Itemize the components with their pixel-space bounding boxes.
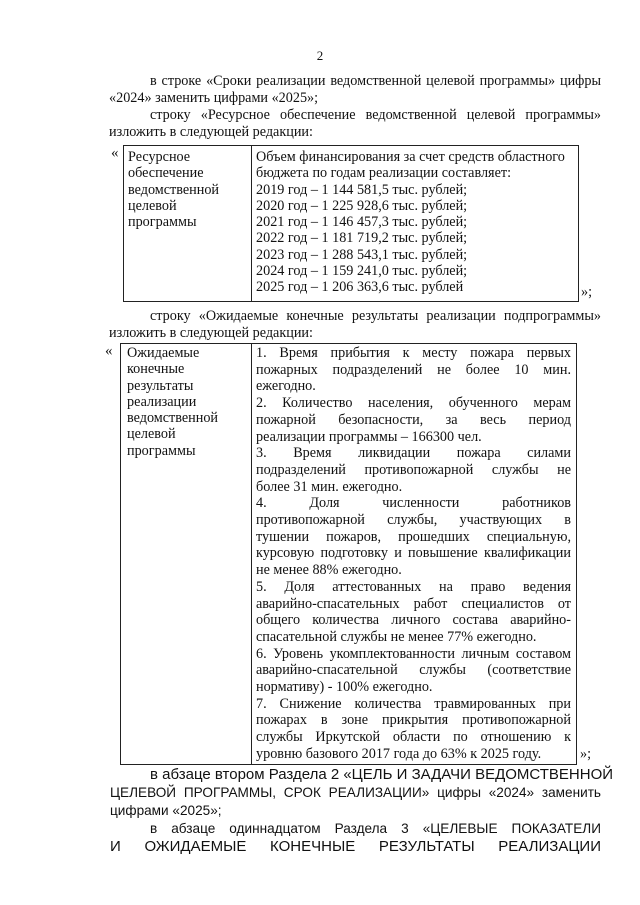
resource-table-label [128,149,219,230]
content-line: не менее 88% ежегодно. [256,562,402,579]
content-line: 2019 год – 1 144 581,5 тыс. рублей; [256,181,468,198]
label-line: результаты [127,377,194,394]
content-line: 4. Доля численности работников [256,495,571,512]
content-line: пожарных подразделений не более 10 мин. [256,361,571,378]
content-line: подразделений противопожарной службы не [256,461,571,478]
middle-line-2: изложить в следующей редакции: [109,325,313,341]
outro-line-3: цифрами «2025»; [110,803,222,818]
content-line: нормативу) - 100% ежегодно. [256,679,433,696]
content-line: пожарной безопасности, за весь период [256,411,571,428]
middle-line-1: строку «Ожидаемые конечные результаты реализации подпрограммы» [150,308,601,324]
content-line: ежегодно. [256,378,316,395]
label-line: конечные [127,361,185,378]
resource-table-content [256,149,565,296]
label-line: Ожидаемые [127,345,200,361]
content-line: аварийно-спасательной службы (соответствие [256,662,571,679]
label-line: программы [128,214,197,231]
intro-line-4: изложить в следующей редакции: [109,124,313,140]
content-line: тушении пожаров, прошедших специальную, [256,528,571,545]
label-line: ведомственной [128,181,220,198]
content-line: курсовую подготовку и повышение квалификации [256,545,571,562]
content-line: Объем финансирования за счет средств областного [256,149,565,165]
content-line: 2023 год – 1 288 543,1 тыс. рублей; [256,246,468,263]
outro-line-4: в абзаце одиннадцатом Раздела 3 «ЦЕЛЕВЫЕ ПОКАЗАТЕЛИ [150,821,601,836]
table-divider [251,146,252,301]
content-line: службы Иркутской области по отношению к [256,729,571,746]
label-line: Ресурсное [128,149,191,165]
content-line: 2025 год – 1 206 363,6 тыс. рублей [256,279,464,296]
content-line: противопожарной службы, участвующих в [256,512,571,529]
content-line: 1. Время прибытия к месту пожара первых [256,345,571,361]
label-line: программы [127,442,196,459]
table1-close-mark: »; [581,284,593,300]
content-line: 2021 год – 1 146 457,3 тыс. рублей; [256,214,468,231]
intro-line-3: строку «Ресурсное обеспечение ведомственной целевой программы» [150,107,601,123]
label-line: целевой [128,197,177,214]
table2-close-mark: »; [580,746,592,762]
table2-open-quote: « [105,343,113,359]
label-line: ведомственной [127,410,219,427]
content-line: 3. Время ликвидации пожара силами [256,445,571,462]
outro-line-5: И ОЖИДАЕМЫЕ КОНЕЧНЫЕ РЕЗУЛЬТАТЫ РЕАЛИЗАЦИИ [110,838,601,855]
outro-line-2: ЦЕЛЕВОЙ ПРОГРАММЫ, СРОК РЕАЛИЗАЦИИ» цифры «2024» заменить [110,785,601,800]
content-line: 2. Количество населения, обученного мерам [256,395,571,412]
content-line: 5. Доля аттестованных на право ведения [256,578,571,595]
results-table-content [256,345,571,763]
content-line: более 31 мин. ежегодно. [256,478,403,495]
intro-line-2: «2024» заменить цифрами «2025»; [109,90,319,106]
content-line: аварийно-спасательных работ специалистов от [256,595,571,612]
table1-open-quote: « [111,145,119,161]
content-line: спасательной службы не менее 77% ежегодно. [256,628,537,645]
label-line: реализации [127,393,197,410]
content-line: 6. Уровень укомплектованности личным составом [256,645,571,662]
content-line: пожарах в зоне прикрытия противопожарной [256,712,571,729]
page-number: 2 [316,48,324,63]
results-table-label [127,345,218,459]
content-line: бюджета по годам реализации составляет: [256,165,512,182]
content-line: 2020 год – 1 225 928,6 тыс. рублей; [256,197,468,214]
results-table [120,343,577,765]
label-line: обеспечение [128,165,204,182]
content-line: реализации программы – 166300 чел. [256,428,482,445]
label-line: целевой [127,426,176,443]
intro-line-1: в строке «Сроки реализации ведомственной целевой программы» цифры [150,73,601,89]
resource-table [123,145,579,302]
content-line: 2024 год – 1 159 241,0 тыс. рублей; [256,263,468,280]
table-divider [251,344,252,764]
outro-line-1: в абзаце втором Раздела 2 «ЦЕЛЬ И ЗАДАЧИ ВЕДОМСТВЕННОЙ [150,766,614,783]
content-line: 2022 год – 1 181 719,2 тыс. рублей; [256,230,468,247]
content-line: уровню базового 2017 года до 63% к 2025 году. [256,745,542,762]
content-line: общего количества личного состава аварийно- [256,612,571,629]
content-line: 7. Снижение количества травмированных при [256,695,571,712]
